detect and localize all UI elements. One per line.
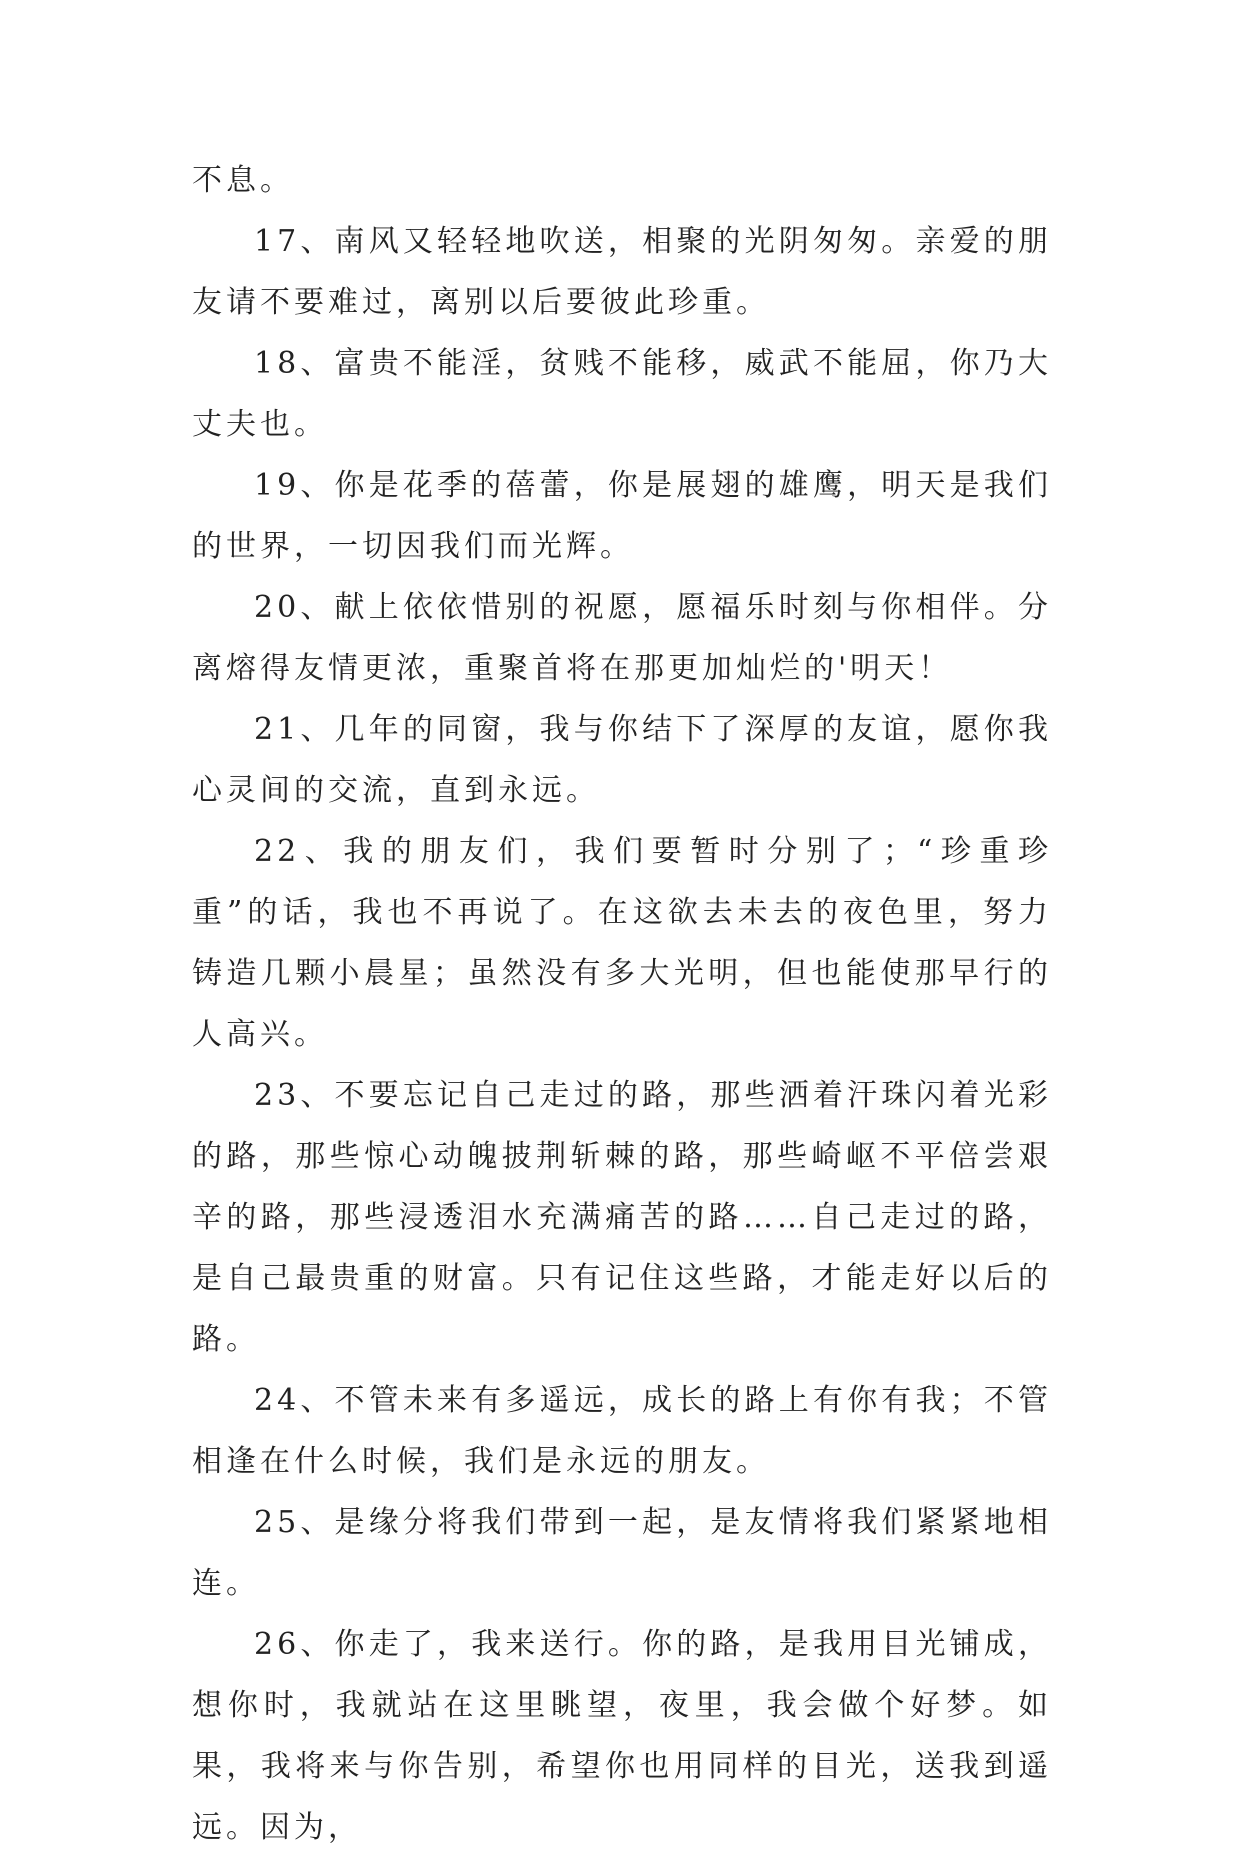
- paragraph-item-19: 19、你是花季的蓓蕾，你是展翅的雄鹰，明天是我们的世界，一切因我们而光辉。: [192, 468, 1052, 564]
- paragraph-item-22: 22、我的朋友们，我们要暂时分别了；“珍重珍重”的话，我也不再说了。在这欲去未去的夜色里，努力铸造几颗小晨星；虽然没有多大光明，但也能使那早行的人高兴。: [192, 834, 1052, 1052]
- paragraph-continuation: 不息。: [192, 163, 294, 198]
- paragraph-item-25: 25、是缘分将我们带到一起，是友情将我们紧紧地相连。: [192, 1505, 1052, 1601]
- paragraph-item-17: 17、南风又轻轻地吹送，相聚的光阴匆匆。亲爱的朋友请不要难过，离别以后要彼此珍重。: [192, 224, 1052, 320]
- paragraph-item-21: 21、几年的同窗，我与你结下了深厚的友谊，愿你我心灵间的交流，直到永远。: [192, 712, 1052, 808]
- paragraph-item-23: 23、不要忘记自己走过的路，那些洒着汗珠闪着光彩的路，那些惊心动魄披荆斩棘的路，那些崎岖不平倍尝艰辛的路，那些浸透泪水充满痛苦的路……自己走过的路，是自己最贵重的财富。只有记住这些路，才能走好以后的路。: [192, 1078, 1052, 1357]
- paragraph-item-18: 18、富贵不能淫，贫贱不能移，威武不能屈，你乃大丈夫也。: [192, 346, 1052, 442]
- paragraph-item-24: 24、不管未来有多遥远，成长的路上有你有我；不管相逢在什么时候，我们是永远的朋友。: [192, 1383, 1052, 1479]
- paragraph-item-26: 26、你走了，我来送行。你的路，是我用目光铺成，想你时，我就站在这里眺望，夜里，我会做个好梦。如果，我将来与你告别，希望你也用同样的目光，送我到遥远。因为，: [192, 1627, 1052, 1845]
- document-body: [192, 150, 1052, 1858]
- paragraph-item-20: 20、献上依依惜别的祝愿，愿福乐时刻与你相伴。分离熔得友情更浓，重聚首将在那更加灿烂的'明天！: [192, 590, 1052, 686]
